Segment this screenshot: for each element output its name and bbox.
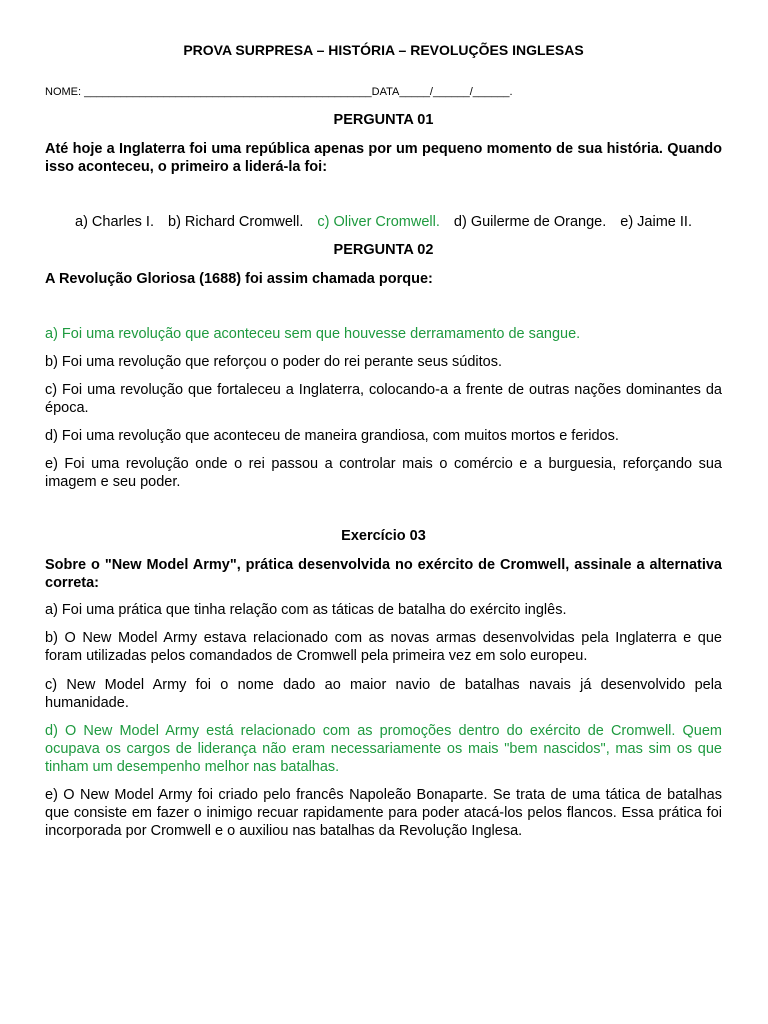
q3-text: Sobre o "New Model Army", prática desenvolvida no exército de Cromwell, assinale a alternativa correta: [45, 557, 722, 591]
q2-option-c: c) Foi uma revolução que fortaleceu a Inglaterra, colocando-a a frente de outras nações dominantes da época. [45, 382, 722, 416]
q1-option-e: e) Jaime II. [620, 214, 692, 230]
q3-option-e: e) O New Model Army foi criado pelo francês Napoleão Bonaparte. Se trata de uma tática de batalhas que consiste em fazer o inimigo recuar rapidamente para poder atacá-los pelos flancos. Essa prática foi incorporada por Cromwell e o auxiliou nas batalhas da Revolução Inglesa. [45, 787, 722, 839]
q1-options [45, 214, 722, 230]
q3-option-c: c) New Model Army foi o nome dado ao maior navio de batalhas navais já desenvolvido pela humanidade. [45, 677, 722, 711]
q2-text: A Revolução Gloriosa (1688) foi assim chamada porque: [45, 271, 433, 287]
q1-option-b: b) Richard Cromwell. [168, 214, 304, 230]
q3-option-b: b) O New Model Army estava relacionado com as novas armas desenvolvidas pela Inglaterra e que foram utilizadas pelos comandados de Cromwell pela primeira vez em solo europeu. [45, 630, 722, 664]
page-title: PROVA SURPRESA – HISTÓRIA – REVOLUÇÕES INGLESAS [183, 42, 584, 58]
q2-option-e: e) Foi uma revolução onde o rei passou a controlar mais o comércio e a burguesia, reforçando sua imagem e seu poder. [45, 456, 722, 490]
q1-heading: PERGUNTA 01 [333, 112, 434, 128]
name-date-line: NOME: _______________________________________________DATA_____/______/______. [45, 86, 513, 98]
q2-option-b: b) Foi uma revolução que reforçou o poder do rei perante seus súditos. [45, 354, 503, 370]
q2-option-a-correct: a) Foi uma revolução que aconteceu sem que houvesse derramamento de sangue. [45, 326, 581, 342]
q3-option-a: a) Foi uma prática que tinha relação com as táticas de batalha do exército inglês. [45, 602, 567, 618]
q1-option-a: a) Charles I. [75, 214, 154, 230]
q1-text: Até hoje a Inglaterra foi uma república apenas por um pequeno momento de sua história. Quando isso aconteceu, o primeiro a liderá-la foi: [45, 141, 722, 175]
q2-heading: PERGUNTA 02 [333, 242, 434, 258]
q1-option-c-correct: c) Oliver Cromwell. [317, 214, 440, 230]
q2-option-d: d) Foi uma revolução que aconteceu de maneira grandiosa, com muitos mortos e feridos. [45, 428, 619, 444]
q3-heading: Exercício 03 [341, 528, 426, 544]
q1-option-d: d) Guilerme de Orange. [453, 214, 607, 230]
q3-option-d-correct: d) O New Model Army está relacionado com as promoções dentro do exército de Cromwell. Quem ocupava os cargos de liderança não eram necessariamente os mais "bem nascidos", mas sim os que tinham um desempenho melhor nas batalhas. [45, 723, 722, 775]
